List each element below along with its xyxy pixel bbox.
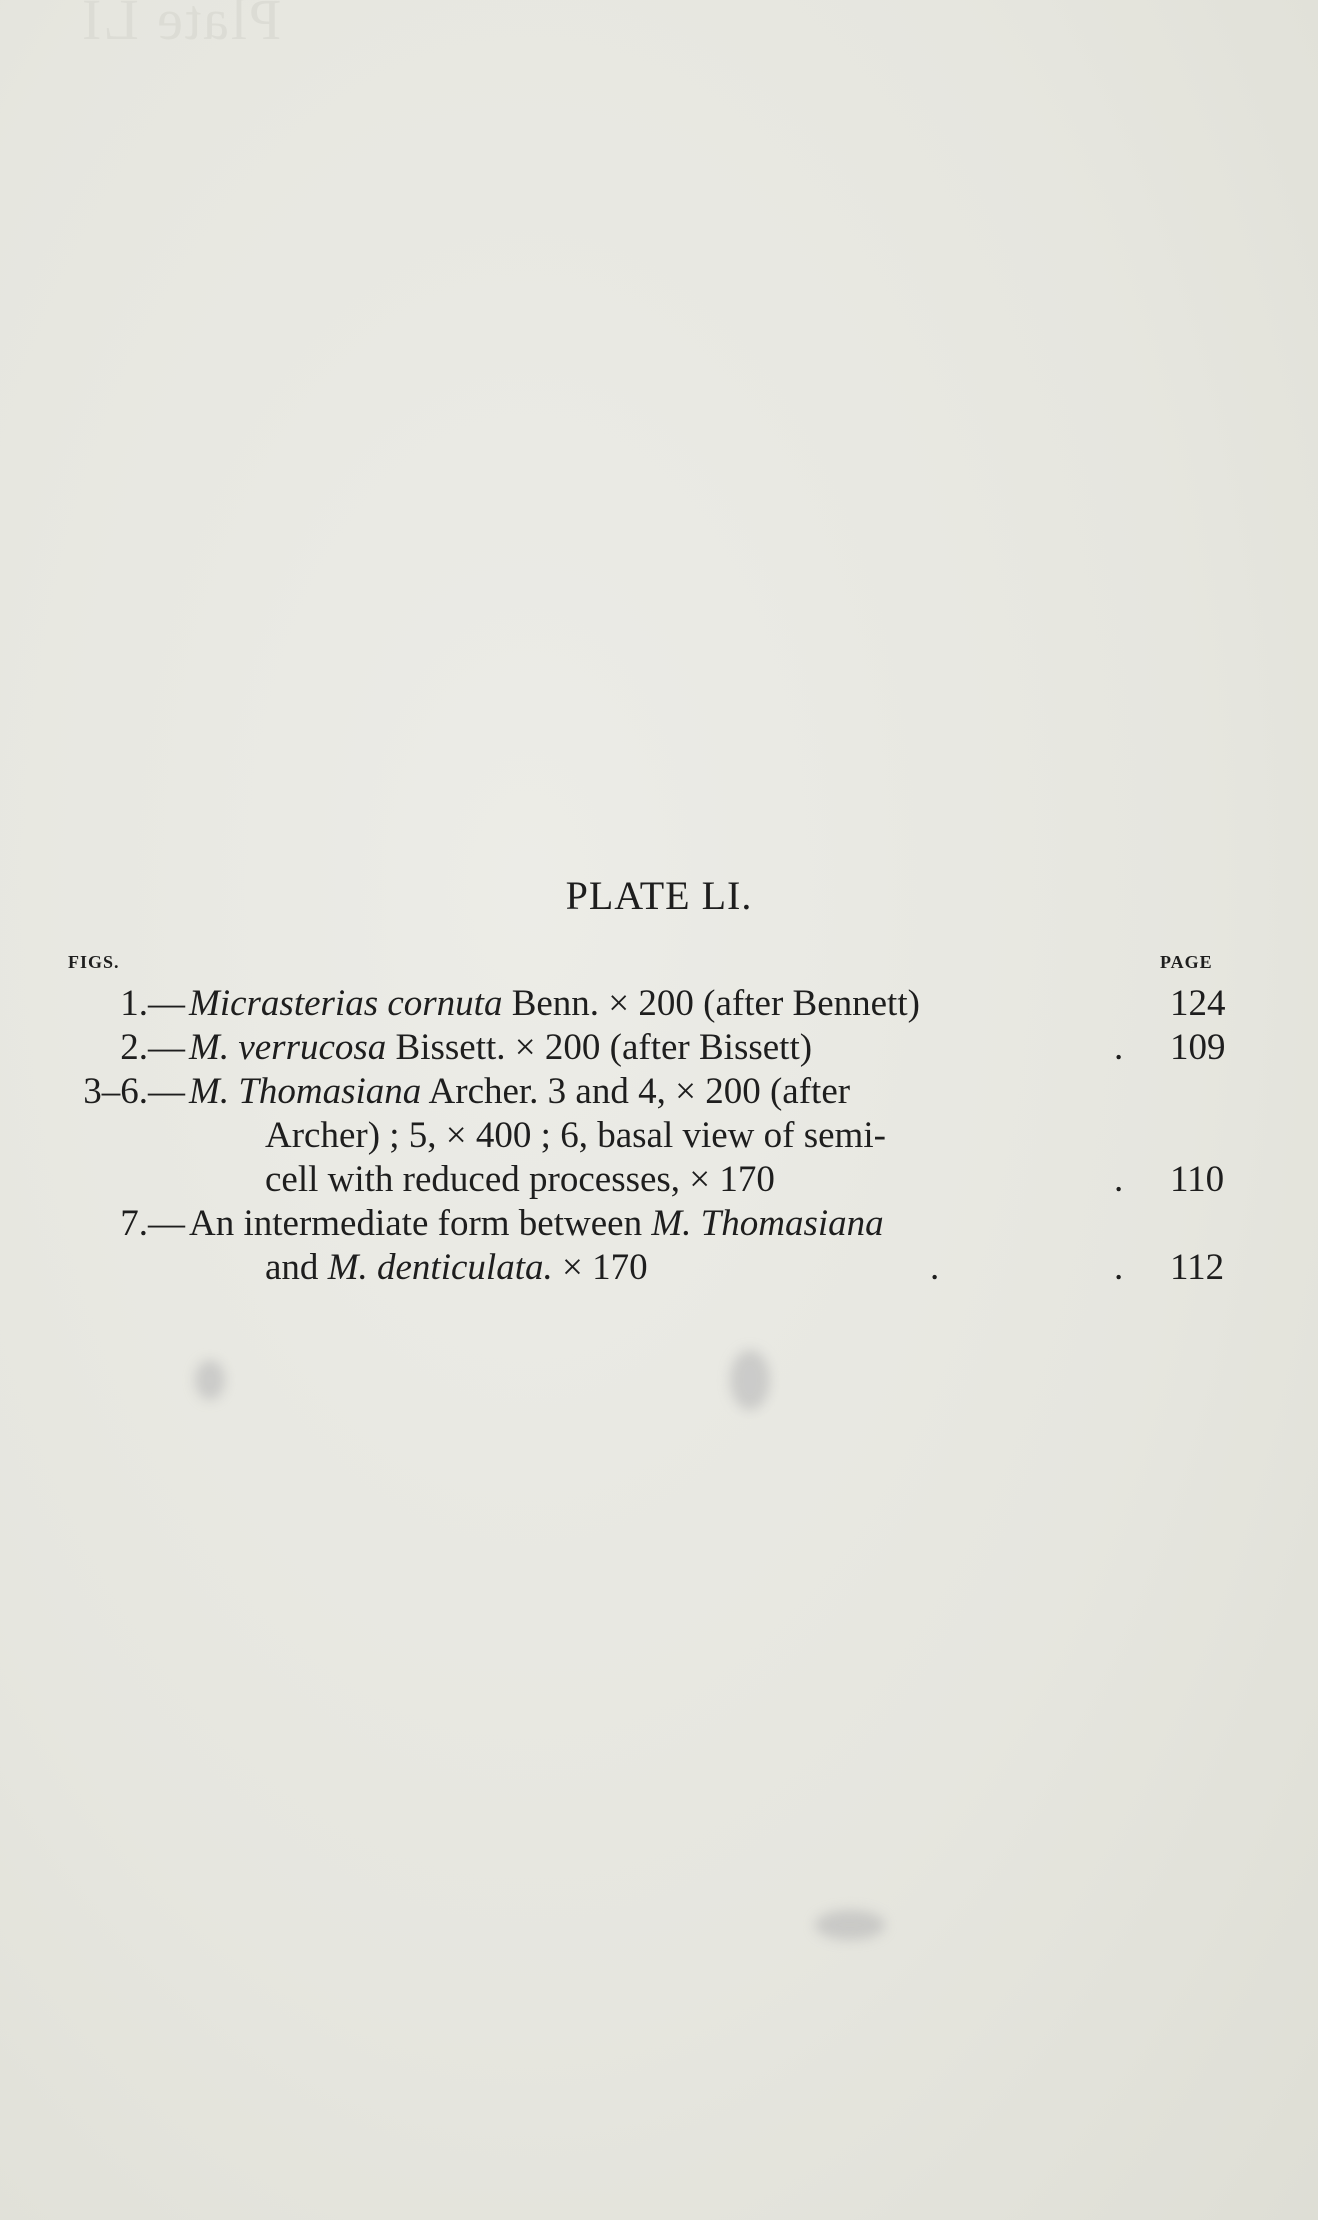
- bleed-through-text: Plate LI: [80, 0, 282, 52]
- entry-1-species: Micrasterias cornuta: [189, 983, 503, 1024]
- leader-dot: .: [1114, 1027, 1124, 1068]
- entry-3-page: 110: [1170, 1159, 1225, 1200]
- entry-4-text-1: An intermediate form between: [189, 1203, 652, 1244]
- entry-4-species-2: M. denticulata.: [327, 1247, 553, 1288]
- paper-smudge: [195, 1360, 225, 1400]
- entry-2-page: 109: [1170, 1027, 1226, 1068]
- figs-column-label: FIGS.: [68, 952, 120, 972]
- leader-dot: .: [1114, 1247, 1124, 1288]
- entry-3-text-1: Archer. 3 and 4, × 200 (after: [421, 1071, 851, 1112]
- entry-3-line-2: Archer) ; 5, × 400 ; 6, basal view of semi-: [265, 1115, 886, 1156]
- entry-2-species: M. verrucosa: [189, 1027, 387, 1068]
- entry-1-page: 124: [1170, 983, 1226, 1024]
- page-column-label: PAGE: [1160, 952, 1213, 972]
- plate-title: PLATE LI.: [565, 873, 753, 918]
- entry-3-number: 3–6.—: [83, 1071, 185, 1112]
- entry-4-line-1: [189, 1202, 884, 1246]
- entry-2-number: 2.—: [120, 1027, 185, 1068]
- entry-4-text-2: and: [265, 1247, 328, 1288]
- entry-3-species: M. Thomasiana: [189, 1071, 422, 1112]
- entry-2-text: Bissett. × 200 (after Bissett): [386, 1027, 813, 1068]
- entry-3-line-3: cell with reduced processes, × 170: [265, 1159, 775, 1200]
- entry-2-line-1: [189, 1026, 812, 1070]
- entry-4-number: 7.—: [120, 1203, 185, 1244]
- paper-smudge: [815, 1910, 885, 1940]
- leader-dot: .: [930, 1247, 940, 1288]
- entry-4-line-2: [265, 1246, 648, 1290]
- entry-1-text: Benn. × 200 (after Bennett): [502, 983, 920, 1024]
- entry-1-number: 1.—: [120, 983, 185, 1024]
- entry-4-species-1: M. Thomasiana: [651, 1203, 884, 1244]
- paper-smudge: [730, 1350, 770, 1410]
- entry-4-page: 112: [1170, 1247, 1225, 1288]
- entry-1-line-1: [189, 982, 920, 1026]
- entry-4-text-3: × 170: [552, 1247, 648, 1288]
- leader-dot: .: [1114, 1159, 1124, 1200]
- entry-3-line-1: [189, 1070, 850, 1114]
